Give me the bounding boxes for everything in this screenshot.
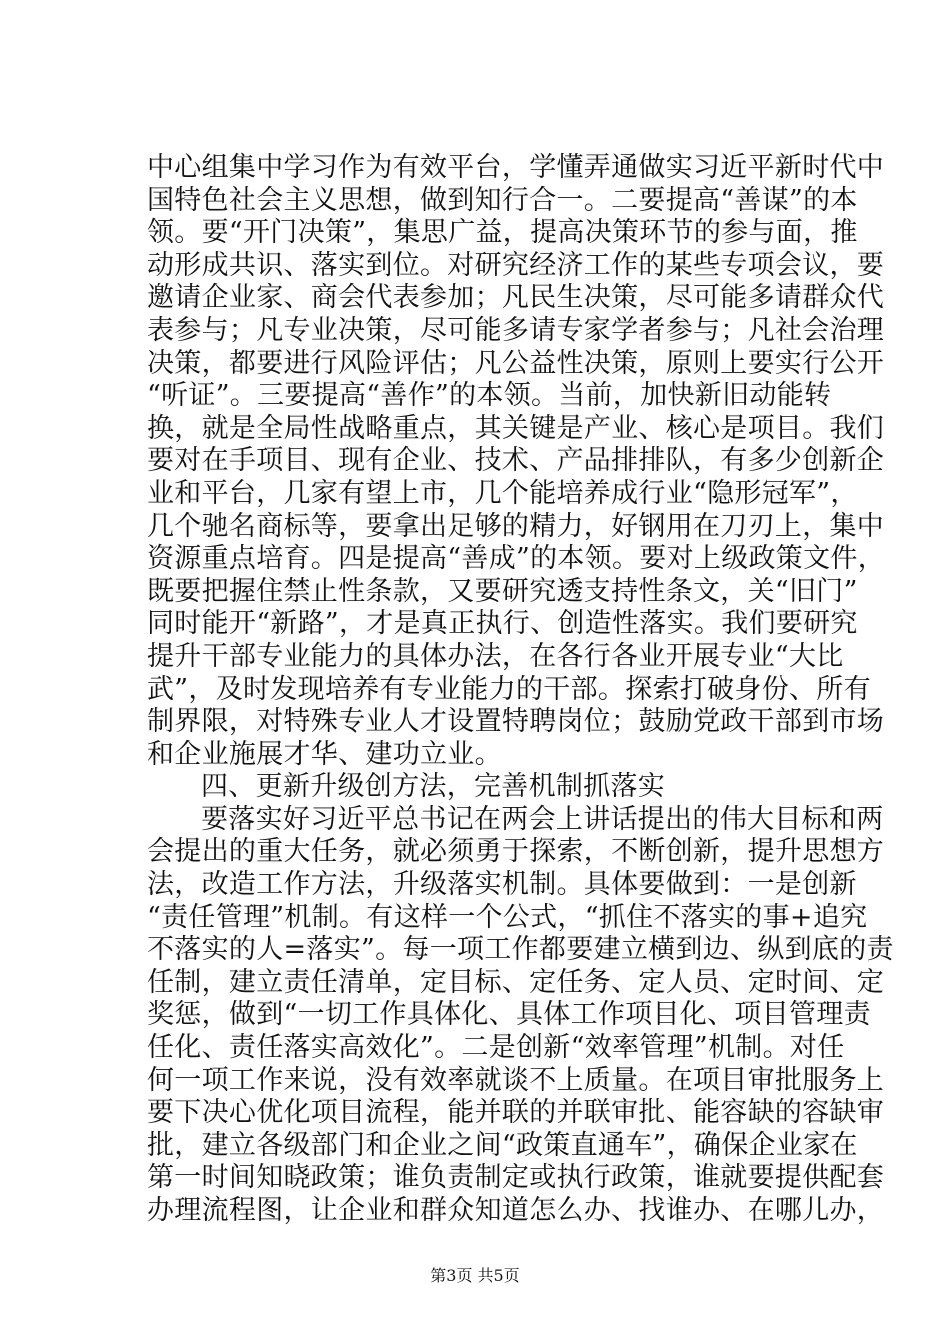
text-line: 会提出的重大任务，就必须勇于探索，不断创新，提升思想方 xyxy=(147,836,885,868)
text-line: 任化、责任落实高效化”。二是创新“效率管理”机制。对任 xyxy=(147,1032,845,1064)
section-heading: 四、更新升级创方法，完善机制抓落实 xyxy=(201,771,666,803)
text-line: 何一项工作来说，没有效率就谈不上质量。在项目审批服务上 xyxy=(147,1064,885,1096)
text-line: 要落实好习近平总书记在两会上讲话提出的伟大目标和两 xyxy=(201,803,884,835)
text-line: 中心组集中学习作为有效平台，学懂弄通做实习近平新时代中 xyxy=(147,152,885,183)
text-line: 业和平台，几家有望上市，几个能培养成行业“隐形冠军”， xyxy=(147,477,858,509)
body-text xyxy=(147,152,894,1228)
text-line: 国特色社会主义思想，做到知行合一。二要提高“善谋”的本 xyxy=(147,184,858,216)
text-line: “听证”。三要提高“善作”的本领。当前，加快新旧动能转 xyxy=(147,380,832,412)
text-line: 不落实的人=落实”。每一项工作都要建立横到边、纵到底的责 xyxy=(147,934,894,966)
text-line: 换，就是全局性战略重点，其关键是产业、核心是项目。我们 xyxy=(147,412,885,444)
text-line: 表参与；凡专业决策，尽可能多请专家学者参与；凡社会治理 xyxy=(147,314,885,346)
text-line: 法，改造工作方法，升级落实机制。具体要做到：一是创新 xyxy=(147,869,857,901)
page-footer: 第3页 共5页 xyxy=(430,1266,520,1285)
text-line: 邀请企业家、商会代表参加；凡民生决策，尽可能多请群众代 xyxy=(147,282,885,314)
text-line: 和企业施展才华、建功立业。 xyxy=(147,738,502,770)
text-line: 资源重点培育。四是提高“善成”的本领。要对上级政策文件， xyxy=(147,543,886,575)
text-line: 决策，都要进行风险评估；凡公益性决策，原则上要实行公开 xyxy=(147,347,885,379)
text-line: 几个驰名商标等，要拿出足够的精力，好钢用在刀刃上，集中 xyxy=(147,510,885,542)
text-line: 任制，建立责任清单，定目标、定任务、定人员、定时间、定 xyxy=(147,966,885,998)
text-line: 奖惩，做到“一切工作具体化、具体工作项目化、项目管理责 xyxy=(147,999,871,1031)
text-line: 第一时间知晓政策；谁负责制定或执行政策，谁就要提供配套 xyxy=(147,1162,885,1194)
text-line: 领。要“开门决策”，集思广益，提高决策环节的参与面，推 xyxy=(147,217,858,249)
text-line: 办理流程图，让企业和群众知道怎么办、找谁办、在哪儿办， xyxy=(147,1195,885,1226)
text-line: 提升干部专业能力的具体办法，在各行各业开展专业“大比 xyxy=(147,640,844,672)
text-line: 批，建立各级部门和企业之间“政策直通车”，确保企业家在 xyxy=(147,1129,858,1161)
text-line: 既要把握住禁止性条款，又要研究透支持性条文，关“旧门” xyxy=(147,575,858,607)
text-line: 制界限，对特殊专业人才设置特聘岗位；鼓励党政干部到市场 xyxy=(147,706,885,738)
text-line: 要下决心优化项目流程，能并联的并联审批、能容缺的容缺审 xyxy=(147,1097,885,1129)
text-line: “责任管理”机制。有这样一个公式，“抓住不落实的事+追究 xyxy=(147,901,868,933)
text-line: 动形成共识、落实到位。对研究经济工作的某些专项会议，要 xyxy=(147,249,885,281)
text-line: 同时能开“新路”，才是真正执行、创造性落实。我们要研究 xyxy=(147,608,858,640)
text-line: 要对在手项目、现有企业、技术、产品排排队，有多少创新企 xyxy=(147,445,885,477)
text-line: 武”，及时发现培养有专业能力的干部。探索打破身份、所有 xyxy=(147,673,871,705)
